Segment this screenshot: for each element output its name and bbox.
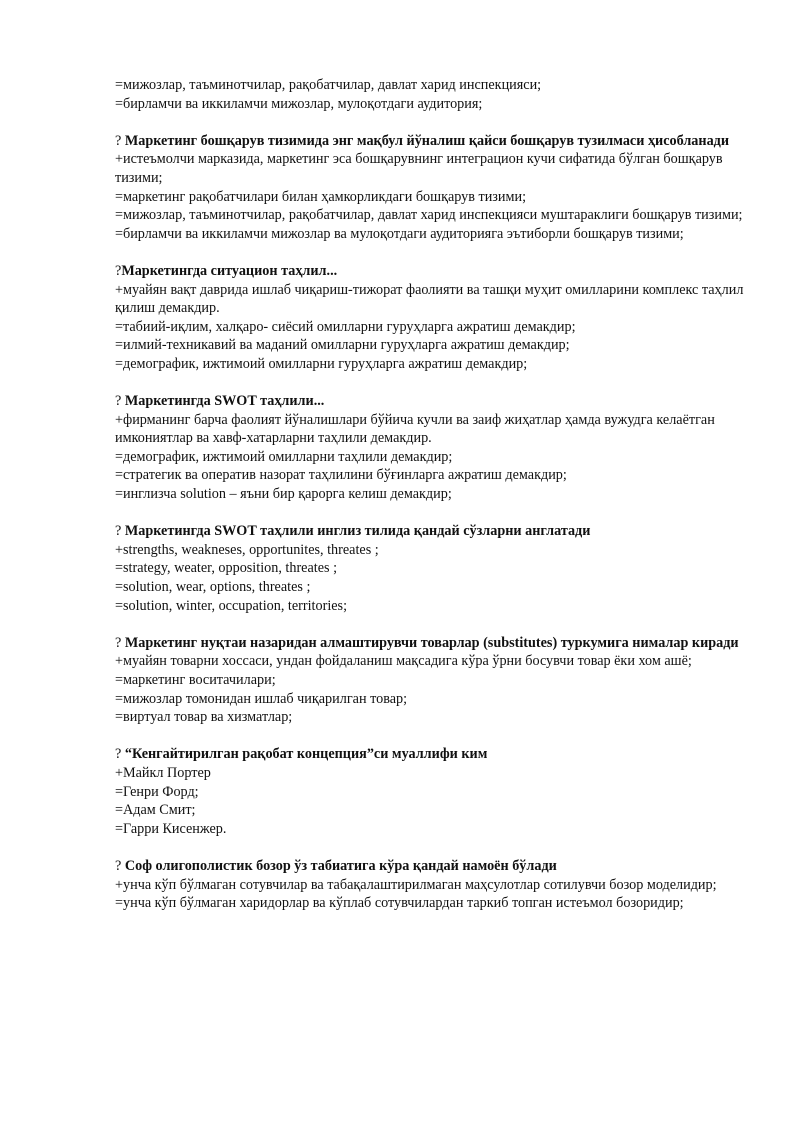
question-mark: ? [115, 746, 125, 763]
question-mark: ? [115, 393, 125, 410]
question-text: Маркетинг бошқарув тизимида энг мақбул йўналиш қайси бошқарув тузилмаси ҳисобланади [124, 132, 730, 149]
question-block [115, 392, 747, 504]
answer-option: =демографик, ижтимоий омилларни таҳлили демакдир; [115, 448, 453, 465]
question-mark: ? [115, 523, 125, 540]
intro-block [115, 76, 747, 113]
spacer [115, 615, 747, 634]
answer-option: =виртуал товар ва хизматлар; [115, 709, 293, 726]
question-heading [115, 132, 747, 151]
intro-line: =мижозлар, таъминотчилар, рақобатчилар, давлат харид инспекцияси; [115, 77, 542, 93]
answer-option: +муайян вақт даврида ишлаб чиқариш-тижорат фаолияти ва ташқи муҳит омилларини комплекс таҳлил қилиш демакдир. [115, 281, 744, 317]
spacer [115, 374, 747, 393]
question-heading [115, 745, 747, 764]
answer-option: =стратегик ва оператив назорат таҳлилини бўғинларга ажратиш демакдир; [115, 467, 567, 484]
answer-option: =маркетинг воситачилари; [115, 672, 276, 688]
question-mark: ? [115, 262, 122, 279]
document-page [115, 76, 747, 913]
question-block [115, 132, 747, 244]
question-text: Соф олигополистик бозор ўз табиатига кўра қандай намоён бўлади [124, 857, 557, 874]
question-block [115, 745, 747, 838]
answer-option: =solution, winter, occupation, territories; [115, 597, 348, 614]
answer-option: =мижозлар, таъминотчилар, рақобатчилар, давлат харид инспекцияси муштараклиги бошқарув тизими; [115, 207, 743, 224]
answer-option: =инглизча solution – яъни бир қарорга келиш демакдир; [115, 486, 452, 503]
answer-option: =solution, wear, options, threates ; [115, 579, 311, 596]
answer-option: =маркетинг рақобатчилари билан ҳамкорликдаги бошқарув тизими; [115, 188, 527, 205]
answer-option: =бирламчи ва иккиламчи мижозлар ва мулоқотдаги аудиторияга эътиборли бошқарув тизими; [115, 225, 684, 242]
answer-option: +Майкл Портер [115, 764, 211, 781]
spacer [115, 838, 747, 857]
spacer [115, 243, 747, 262]
answer-option: =илмий-техникавий ва маданий омилларни гуруҳларга ажратиш демакдир; [115, 337, 570, 354]
spacer [115, 113, 747, 132]
question-block [115, 262, 747, 374]
question-block [115, 857, 747, 913]
question-text: Маркетингда SWOT таҳлили инглиз тилида қандай сўзларни англатади [124, 523, 591, 540]
answer-option: =strategy, weater, opposition, threates ; [115, 560, 338, 577]
answer-option: =мижозлар томонидан ишлаб чиқарилган товар; [115, 690, 408, 707]
question-mark: ? [115, 857, 125, 874]
spacer [115, 727, 747, 746]
question-heading [115, 262, 747, 281]
question-heading [115, 634, 747, 653]
question-text: “Кенгайтирилган рақобат концепция”си муаллифи ким [124, 746, 488, 763]
question-heading [115, 522, 747, 541]
spacer [115, 504, 747, 523]
question-text: Маркетингда ситуацион таҳлил... [121, 262, 338, 279]
question-text: Маркетингда SWOT таҳлили... [124, 393, 325, 410]
answer-option: =демографик, ижтимоий омилларни гуруҳларга ажратиш демакдир; [115, 355, 528, 372]
answer-option: =Адам Смит; [115, 802, 196, 819]
answer-option: =унча кўп бўлмаган харидорлар ва кўплаб сотувчилардан таркиб топган истеъмол бозоридир; [115, 895, 684, 912]
answer-option: +унча кўп бўлмаган сотувчилар ва табақалаштирилмаган маҳсулотлар сотилувчи бозор моделидир; [115, 876, 717, 893]
question-heading [115, 857, 747, 876]
question-heading [115, 392, 747, 411]
answer-option: =табиий-иқлим, халқаро- сиёсий омилларни гуруҳларга ажратиш демакдир; [115, 318, 576, 335]
question-text: Маркетинг нуқтаи назаридан алмаштирувчи товарлар (substitutes) туркумига нималар киради [124, 634, 739, 651]
answer-option: =Гарри Кисенжер. [115, 820, 227, 837]
answer-option: +истеъмолчи марказида, маркетинг эса бошқарувнинг интеграцион кучи сифатида бўлган бошқарув тизими; [115, 151, 723, 186]
question-block [115, 634, 747, 727]
answer-option: +муайян товарни хоссаси, ундан фойдаланиш мақсадига кўра ўрни босувчи товар ёки хом ашё; [115, 653, 692, 670]
intro-line: =бирламчи ва иккиламчи мижозлар, мулоқотдаги аудитория; [115, 95, 483, 112]
answer-option: +фирманинг барча фаолият йўналишлари бўйича кучли ва заиф жиҳатлар ҳамда вужудга келаётган имкониятлар ва хавф-хатарларни таҳлили демакдир. [115, 411, 715, 447]
answer-option: +strengths, weakneses, opportunites, threates ; [115, 541, 379, 558]
question-block [115, 522, 747, 615]
question-mark: ? [115, 634, 125, 651]
question-mark: ? [115, 132, 125, 149]
answer-option: =Генри Форд; [115, 783, 199, 800]
